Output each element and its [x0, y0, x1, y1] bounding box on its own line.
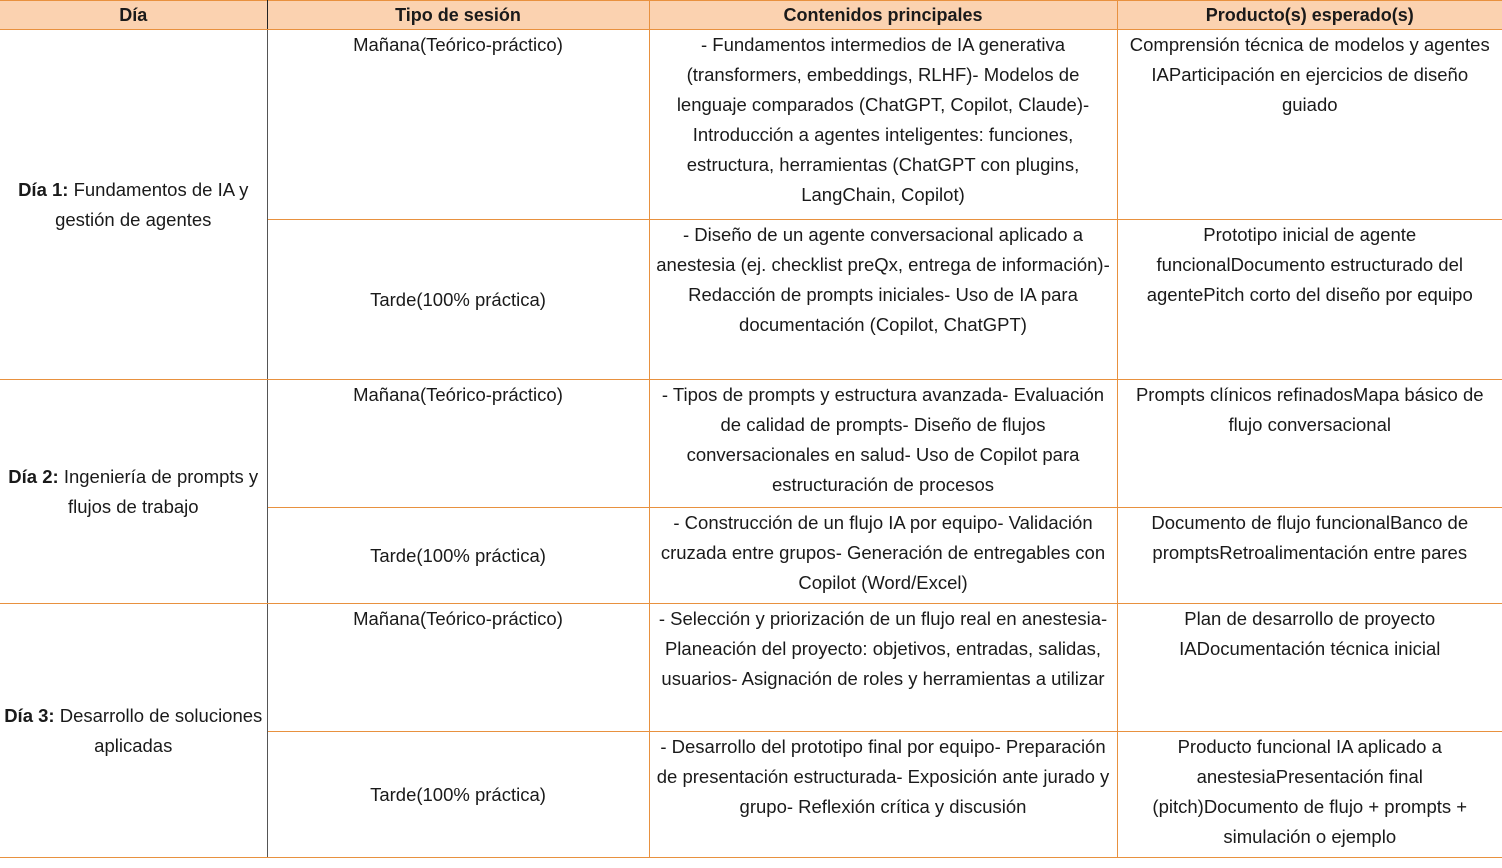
products-cell: Producto funcional IA aplicado a anestesiaPresentación final (pitch)Documento de flujo + prompts + simulación o ejemplo	[1117, 732, 1502, 858]
contents-cell: - Diseño de un agente conversacional aplicado a anestesia (ej. checklist preQx, entrega de información)- Redacción de prompts iniciales- Uso de IA para documentación (Copilot, ChatGPT)	[649, 220, 1117, 380]
day-label-text: Desarrollo de soluciones aplicadas	[59, 704, 263, 756]
day-cell	[0, 380, 267, 604]
products-cell: Plan de desarrollo de proyecto IADocumentación técnica inicial	[1117, 604, 1502, 732]
header-row	[0, 1, 1502, 30]
table-row	[0, 380, 1502, 508]
day-label-text: Ingeniería de prompts y flujos de trabajo	[63, 465, 259, 517]
products-cell: Prompts clínicos refinadosMapa básico de flujo conversacional	[1117, 380, 1502, 508]
day-label-bold: Día 3:	[4, 704, 55, 726]
day-label-text: Fundamentos de IA y gestión de agentes	[55, 178, 249, 230]
day-label-bold: Día 1:	[18, 178, 69, 200]
session-type-cell: Mañana(Teórico-práctico)	[267, 30, 649, 220]
day-cell	[0, 604, 267, 858]
session-type-cell: Tarde(100% práctica)	[267, 732, 649, 858]
session-type-cell: Tarde(100% práctica)	[267, 508, 649, 604]
contents-cell: - Desarrollo del prototipo final por equipo- Preparación de presentación estructurada- Exposición ante jurado y grupo- Reflexión crítica y discusión	[649, 732, 1117, 858]
contents-cell: - Fundamentos intermedios de IA generativa (transformers, embeddings, RLHF)- Modelos de lenguaje comparados (ChatGPT, Copilot, Claude)- Introducción a agentes inteligentes: funciones, estructura, herramientas (ChatGPT con plugins, LangChain, Copilot)	[649, 30, 1117, 220]
products-cell: Documento de flujo funcionalBanco de promptsRetroalimentación entre pares	[1117, 508, 1502, 604]
contents-cell: - Selección y priorización de un flujo real en anestesia- Planeación del proyecto: objetivos, entradas, salidas, usuarios- Asignación de roles y herramientas a utilizar	[649, 604, 1117, 732]
session-type-cell: Tarde(100% práctica)	[267, 220, 649, 380]
header-session-type: Tipo de sesión	[267, 1, 649, 30]
header-main-contents: Contenidos principales	[649, 1, 1117, 30]
session-type-cell: Mañana(Teórico-práctico)	[267, 604, 649, 732]
contents-cell: - Construcción de un flujo IA por equipo- Validación cruzada entre grupos- Generación de entregables con Copilot (Word/Excel)	[649, 508, 1117, 604]
header-day: Día	[0, 1, 267, 30]
products-cell: Prototipo inicial de agente funcionalDocumento estructurado del agentePitch corto del diseño por equipo	[1117, 220, 1502, 380]
day-cell	[0, 30, 267, 380]
table-row	[0, 30, 1502, 220]
session-type-cell: Mañana(Teórico-práctico)	[267, 380, 649, 508]
day-label-bold: Día 2:	[8, 465, 59, 487]
contents-cell: - Tipos de prompts y estructura avanzada- Evaluación de calidad de prompts- Diseño de flujos conversacionales en salud- Uso de Copilot para estructuración de procesos	[649, 380, 1117, 508]
table-row	[0, 604, 1502, 732]
products-cell: Comprensión técnica de modelos y agentes IAParticipación en ejercicios de diseño guiado	[1117, 30, 1502, 220]
header-expected-products: Producto(s) esperado(s)	[1117, 1, 1502, 30]
